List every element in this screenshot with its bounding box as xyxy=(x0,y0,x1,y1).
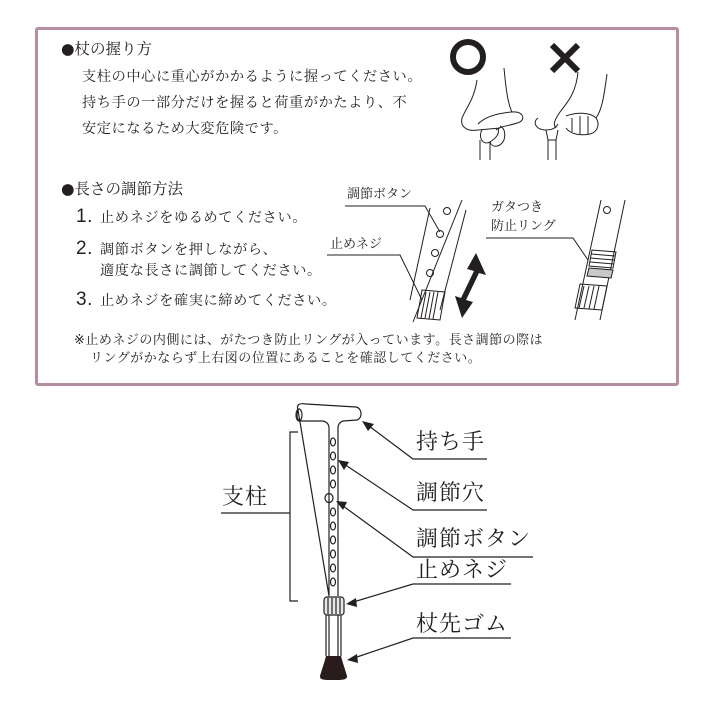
label-rubber-tip: 杖先ゴム xyxy=(416,612,509,637)
grip-line-3: 安定になるため大変危険です。 xyxy=(82,121,288,137)
step-1-number: 1. xyxy=(76,206,94,227)
label-handle: 持ち手 xyxy=(416,430,486,455)
length-heading: ●長さの調節方法 xyxy=(61,180,184,198)
step-1-text: 止めネジをゆるめてください。 xyxy=(100,210,308,226)
rubber-tip xyxy=(320,656,347,680)
label-ring-line-1: ガタつき xyxy=(491,200,544,215)
step-2-number: 2. xyxy=(76,238,94,259)
label-set-screw-part: 止めネジ xyxy=(416,558,509,583)
step-2-text: 調節ボタンを押しながら、 xyxy=(100,242,278,258)
label-adjust-hole: 調節穴 xyxy=(416,481,486,506)
grip-line-2: 持ち手の一部分だけを握ると荷重がかたより、不 xyxy=(82,95,408,111)
step-2-continued: 適度な長さに調節してください。 xyxy=(100,263,322,279)
label-adjust-button: 調節ボタン xyxy=(347,187,413,202)
pointer-arrows xyxy=(336,421,374,663)
set-screw-collar xyxy=(324,597,344,615)
note-line-1: ※止めネジの内側には、がたつき防止リングが入っています。長さ調節の際は xyxy=(74,333,544,348)
grip-line-1: 支柱の中心に重心がかかるように握ってください。 xyxy=(82,69,423,85)
grip-heading: ●杖の握り方 xyxy=(61,40,153,58)
step-3-number: 3. xyxy=(76,289,94,310)
label-adjust-button-part: 調節ボタン xyxy=(416,527,532,552)
label-set-screw: 止めネジ xyxy=(330,237,383,252)
label-ring-line-2: 防止リング xyxy=(491,219,556,234)
step-3-text: 止めネジを確実に締めてください。 xyxy=(100,293,337,309)
note-line-2: リングがかならず上右図の位置にあることを確認してください。 xyxy=(90,351,482,366)
label-shaft: 支柱 xyxy=(222,485,269,510)
handle-shape xyxy=(297,404,361,596)
